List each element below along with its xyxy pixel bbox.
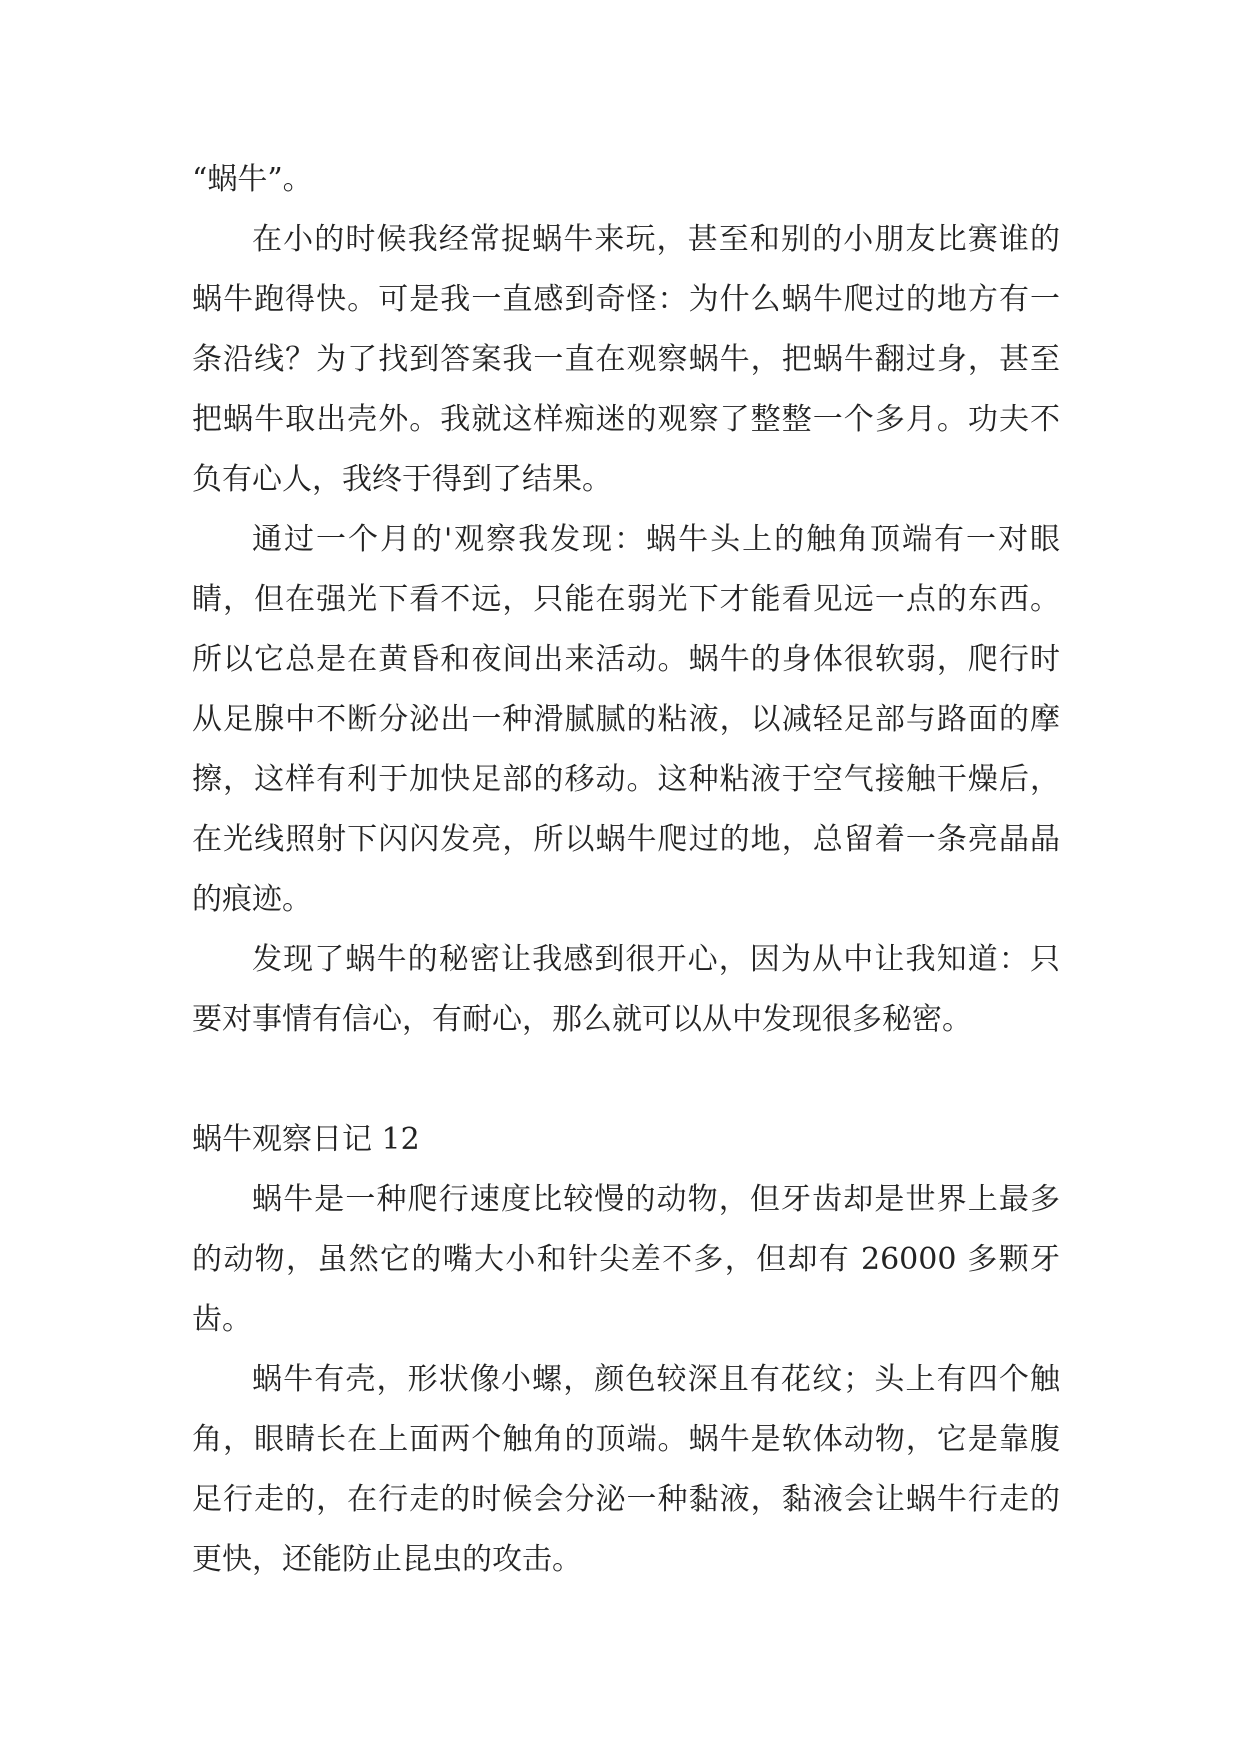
document-page [192,150,1060,1590]
paragraph: 蜗牛是一种爬行速度比较慢的动物，但牙齿却是世界上最多的动物，虽然它的嘴大小和针尖差不多，但却有 26000 多颗牙齿。 [192,1182,1060,1337]
section-title: 蜗牛观察日记 12 [192,1122,420,1157]
paragraph: 通过一个月的'观察我发现：蜗牛头上的触角顶端有一对眼睛，但在强光下看不远，只能在弱光下才能看见远一点的东西。所以它总是在黄昏和夜间出来活动。蜗牛的身体很软弱，爬行时从足腺中不断分泌出一种滑腻腻的粘液，以减轻足部与路面的摩擦，这样有利于加快足部的移动。这种粘液于空气接触干燥后，在光线照射下闪闪发亮，所以蜗牛爬过的地，总留着一条亮晶晶的痕迹。 [192,522,1060,917]
paragraph-continuation: “蜗牛”。 [192,162,313,197]
paragraph: 发现了蜗牛的秘密让我感到很开心，因为从中让我知道：只要对事情有信心，有耐心，那么就可以从中发现很多秘密。 [192,942,1060,1037]
paragraph: 蜗牛有壳，形状像小螺，颜色较深且有花纹；头上有四个触角，眼睛长在上面两个触角的顶端。蜗牛是软体动物，它是靠腹足行走的，在行走的时候会分泌一种黏液，黏液会让蜗牛行走的更快，还能防止昆虫的攻击。 [192,1362,1060,1577]
paragraph: 在小的时候我经常捉蜗牛来玩，甚至和别的小朋友比赛谁的蜗牛跑得快。可是我一直感到奇怪：为什么蜗牛爬过的地方有一条沿线？为了找到答案我一直在观察蜗牛，把蜗牛翻过身，甚至把蜗牛取出壳外。我就这样痴迷的观察了整整一个多月。功夫不负有心人，我终于得到了结果。 [192,222,1060,497]
